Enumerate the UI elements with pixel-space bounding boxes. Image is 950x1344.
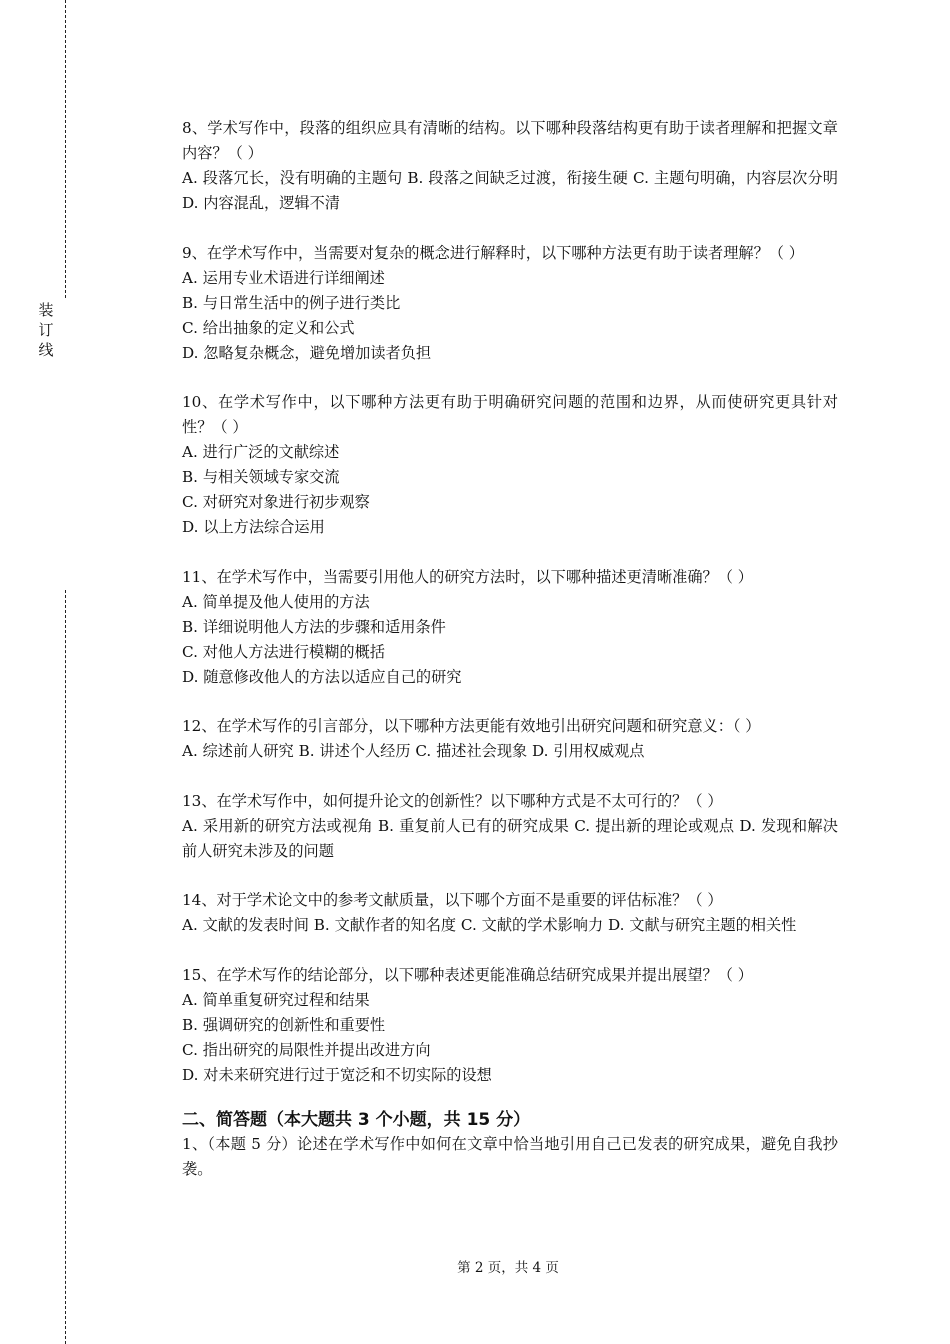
question-options: A. 综述前人研究 B. 讲述个人经历 C. 描述社会现象 D. 引用权威观点 — [182, 742, 645, 760]
question-13 — [182, 789, 838, 864]
question-8 — [182, 116, 838, 216]
option-d: D. 以上方法综合运用 — [182, 518, 325, 536]
question-stem: 13、在学术写作中，如何提升论文的创新性？以下哪种方式是不太可行的？（ ） — [182, 791, 723, 810]
option-a: A. 运用专业术语进行详细阐述 — [182, 268, 385, 287]
page-footer: 第 2 页，共 4 页 — [457, 1260, 559, 1276]
option-c: C. 对研究对象进行初步观察 — [182, 493, 370, 511]
question-10 — [182, 390, 838, 540]
option-a: A. 简单提及他人使用的方法 — [182, 592, 370, 611]
option-c: C. 给出抽象的定义和公式 — [182, 318, 355, 337]
question-12 — [182, 714, 838, 764]
question-stem: 12、在学术写作的引言部分，以下哪种方法更能有效地引出研究问题和研究意义：（ ） — [182, 717, 761, 735]
question-stem: 15、在学术写作的结论部分，以下哪种表述更能准确总结研究成果并提出展望？（ ） — [182, 965, 753, 984]
option-b: B. 与日常生活中的例子进行类比 — [182, 293, 401, 312]
question-options: A. 采用新的研究方法或视角 B. 重复前人已有的研究成果 C. 提出新的理论或观点 D. 发现和解决前人研究未涉及的问题 — [182, 816, 838, 860]
binding-label: 装订线 — [38, 301, 54, 359]
question-stem: 8、学术写作中，段落的组织应具有清晰的结构。以下哪种段落结构更有助于读者理解和把握文章内容？（ ） — [182, 119, 838, 162]
option-b: B. 强调研究的创新性和重要性 — [182, 1015, 386, 1034]
question-stem: 14、对于学术论文中的参考文献质量，以下哪个方面不是重要的评估标准？（ ） — [182, 891, 723, 909]
question-14 — [182, 888, 838, 938]
option-d: D. 忽略复杂概念，避免增加读者负担 — [182, 343, 432, 362]
option-c: C. 指出研究的局限性并提出改进方向 — [182, 1040, 431, 1059]
question-stem: 10、在学术写作中，以下哪种方法更有助于明确研究问题的范围和边界，从而使研究更具针对性？（ ） — [182, 393, 838, 436]
option-c: C. 对他人方法进行模糊的概括 — [182, 642, 385, 661]
question-options: A. 段落冗长，没有明确的主题句 B. 段落之间缺乏过渡，衔接生硬 C. 主题句明确，内容层次分明 D. 内容混乱，逻辑不清 — [182, 169, 838, 212]
question-15 — [182, 963, 838, 1088]
question-options: A. 文献的发表时间 B. 文献作者的知名度 C. 文献的学术影响力 D. 文献与研究主题的相关性 — [182, 916, 797, 934]
binding-line-bottom — [65, 590, 66, 1344]
option-a: A. 进行广泛的文献综述 — [182, 443, 340, 461]
option-a: A. 简单重复研究过程和结果 — [182, 990, 370, 1009]
essay-question-1: 1、（本题 5 分）论述在学术写作中如何在文章中恰当地引用自己已发表的研究成果，避免自我抄袭。 — [182, 1135, 838, 1178]
option-d: D. 随意修改他人的方法以适应自己的研究 — [182, 667, 462, 686]
option-b: B. 详细说明他人方法的步骤和适用条件 — [182, 617, 446, 636]
option-d: D. 对未来研究进行过于宽泛和不切实际的设想 — [182, 1065, 492, 1084]
question-stem: 11、在学术写作中，当需要引用他人的研究方法时，以下哪种描述更清晰准确？（ ） — [182, 567, 753, 586]
question-11 — [182, 565, 838, 690]
binding-line-top — [65, 0, 66, 298]
option-b: B. 与相关领域专家交流 — [182, 468, 340, 486]
question-9 — [182, 241, 838, 366]
section-title: 二、简答题（本大题共 3 个小题，共 15 分） — [182, 1110, 531, 1130]
question-stem: 9、在学术写作中，当需要对复杂的概念进行解释时，以下哪种方法更有助于读者理解？（ ） — [182, 243, 804, 262]
page-content — [182, 116, 838, 1182]
